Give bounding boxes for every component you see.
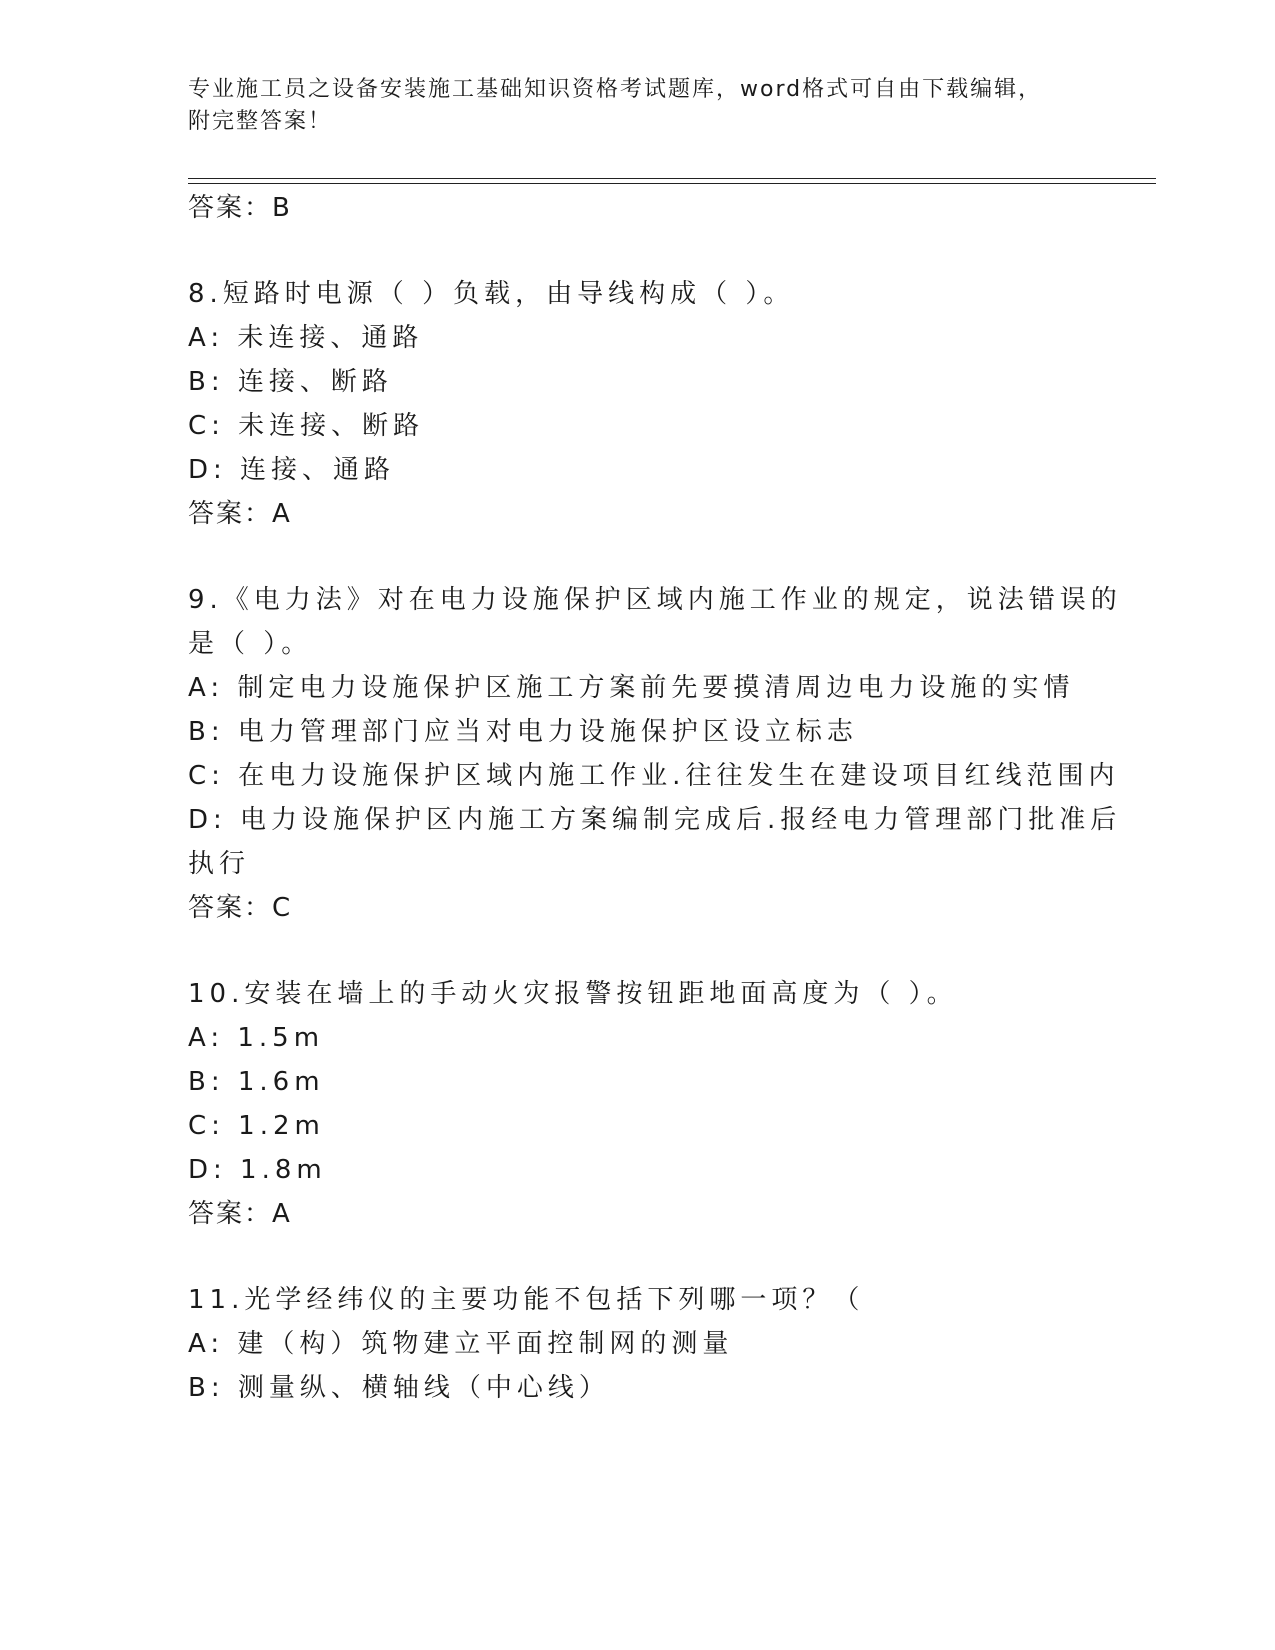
question-9-option-d-line-1: D: 电力设施保护区内施工方案编制完成后.报经电力管理部门批准后 bbox=[188, 805, 1122, 835]
answer-q9: 答案：C bbox=[188, 893, 293, 923]
question-8-option-b: B: 连接、断路 bbox=[188, 367, 393, 397]
answer-q7: 答案：B bbox=[188, 193, 292, 223]
question-8-option-d: D: 连接、通路 bbox=[188, 455, 396, 485]
header-line-2: 附完整答案！ bbox=[188, 109, 333, 134]
question-10-option-d: D: 1.8m bbox=[188, 1155, 327, 1185]
question-10-option-c: C: 1.2m bbox=[188, 1111, 325, 1141]
header-divider-bottom bbox=[188, 183, 1156, 184]
header-divider-top bbox=[188, 178, 1156, 179]
question-9-option-b: B: 电力管理部门应当对电力设施保护区设立标志 bbox=[188, 717, 858, 747]
question-8-option-a: A: 未连接、通路 bbox=[188, 323, 424, 353]
answer-q10: 答案：A bbox=[188, 1199, 292, 1229]
question-11-option-b: B: 测量纵、横轴线（中心线） bbox=[188, 1373, 610, 1403]
question-9-option-a: A: 制定电力设施保护区施工方案前先要摸清周边电力设施的实情 bbox=[188, 673, 1075, 703]
header-line-1: 专业施工员之设备安装施工基础知识资格考试题库，word格式可自由下载编辑， bbox=[188, 77, 1043, 102]
answer-q8: 答案：A bbox=[188, 499, 292, 529]
question-8-option-c: C: 未连接、断路 bbox=[188, 411, 425, 441]
question-9-stem-line-1: 9.《电力法》对在电力设施保护区域内施工作业的规定，说法错误的 bbox=[188, 585, 1122, 615]
question-9-option-d-line-2: 执行 bbox=[188, 849, 251, 879]
question-10-option-b: B: 1.6m bbox=[188, 1067, 325, 1097]
question-9-stem-line-2: 是（ ）。 bbox=[188, 629, 313, 659]
question-11-option-a: A: 建（构）筑物建立平面控制网的测量 bbox=[188, 1329, 734, 1359]
document-header bbox=[188, 74, 1068, 138]
question-11-stem: 11.光学经纬仪的主要功能不包括下列哪一项？（ bbox=[188, 1285, 865, 1315]
question-8-stem: 8.短路时电源（ ）负载，由导线构成（ ）。 bbox=[188, 279, 795, 309]
question-10-stem: 10.安装在墙上的手动火灾报警按钮距地面高度为（ ）。 bbox=[188, 979, 958, 1009]
question-9-option-c: C: 在电力设施保护区域内施工作业.往往发生在建设项目红线范围内 bbox=[188, 761, 1120, 791]
question-10-option-a: A: 1.5m bbox=[188, 1023, 325, 1053]
